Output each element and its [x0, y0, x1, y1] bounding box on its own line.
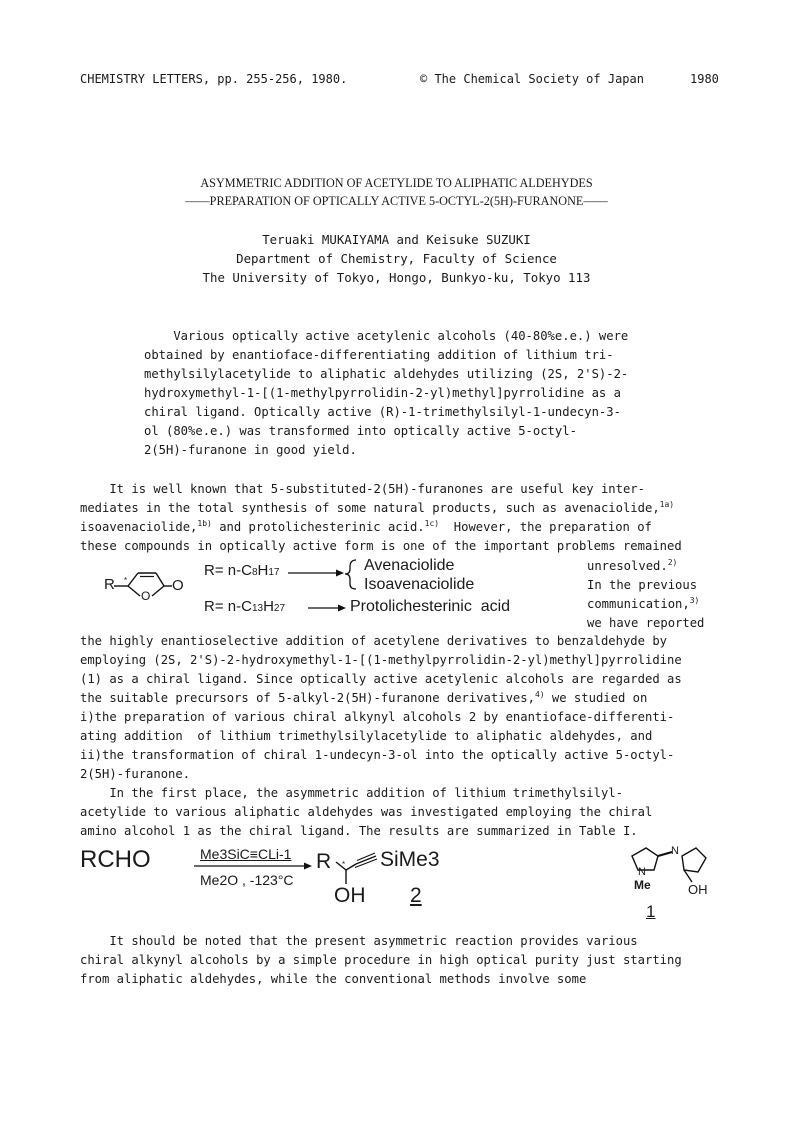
r-definition-c13 [204, 598, 285, 615]
reagent-conditions: Me2O , -123°C [200, 872, 294, 888]
body-text: communication, [587, 597, 690, 611]
body-line: 2(5H)-furanone. [80, 767, 191, 781]
body-text: we studied on [544, 691, 648, 705]
reference-marker: 4) [534, 689, 545, 699]
abstract-line: Various optically active acetylenic alcohols (40-80%e.e.) were [144, 329, 629, 343]
body-line [80, 520, 652, 534]
formula-text: H [257, 562, 269, 579]
reference-marker: 1c) [424, 518, 440, 528]
formula-subscript: 27 [273, 603, 286, 614]
body-line: ii)the transformation of chiral 1-undecyn-3-ol into the optically active 5-octyl- [80, 748, 675, 762]
author-department: Department of Chemistry, Faculty of Science [236, 251, 557, 266]
body-line: It is well known that 5-substituted-2(5H)-furanones are useful key inter- [80, 482, 645, 496]
body-line: ating addition of lithium trimethylsilylacetylide to aliphatic aldehydes, and [80, 729, 653, 743]
formula-text: R= n-C [204, 598, 252, 615]
copyright-notice: © The Chemical Society of Japan [420, 72, 644, 86]
body-text: and protolichesterinic acid. [211, 520, 425, 534]
body-text: the suitable precursors of 5-alkyl-2(5H)-furanone derivatives, [80, 691, 535, 705]
formula-subscript: 8 [251, 567, 258, 578]
scheme-acetylide-addition [80, 842, 720, 930]
abstract-line: hydroxymethyl-1-[(1-methylpyrrolidin-2-yl)methyl]pyrrolidine as a [144, 386, 621, 400]
ligand-methyl: Me [634, 878, 651, 892]
abstract-line: ol (80%e.e.) was transformed into optically active 5-octyl- [144, 424, 577, 438]
author-names: Teruaki MUKAIYAMA and Keisuke SUZUKI [262, 232, 531, 247]
product-avenaciolide: Avenaciolide [364, 557, 455, 574]
product-r-group: R [316, 850, 332, 873]
product-hydroxyl: OH [334, 884, 366, 907]
compound-label-1: 1 [646, 902, 656, 921]
ligand-nitrogen: N [671, 845, 679, 857]
abstract-line: chiral ligand. Optically active (R)-1-trimethylsilyl-1-undecyn-3- [144, 405, 621, 419]
reagent-top: Me3SiC≡CLi-1 [200, 846, 292, 862]
side-line: In the previous [587, 578, 698, 592]
body-line: from aliphatic aldehydes, while the conventional methods involve some [80, 972, 587, 986]
formula-subscript: 17 [268, 567, 280, 578]
reference-marker: 2) [667, 557, 678, 567]
paper-title-line1: ASYMMETRIC ADDITION OF ACETYLIDE TO ALIPHATIC ALDEHYDES [200, 176, 593, 190]
stereocenter-mark: * [124, 576, 128, 585]
scheme-furanone [100, 556, 580, 622]
body-text: However, the preparation of [439, 520, 652, 534]
body-line [80, 691, 647, 705]
body-line: i)the preparation of various chiral alkynyl alcohols 2 by enantioface-differenti- [80, 710, 675, 724]
ligand-hydroxyl: OH [688, 882, 708, 897]
product-isoavenaciolide: Isoavenaciolide [364, 576, 475, 593]
body-line: these compounds in optically active form is one of the important problems remained [80, 539, 682, 553]
journal-citation: CHEMISTRY LETTERS, pp. 255-256, 1980. [80, 72, 348, 86]
carbonyl-oxygen: O [172, 577, 184, 594]
formula-subscript: 13 [251, 603, 264, 614]
stereocenter-mark: * [342, 860, 346, 869]
header-year: 1980 [690, 72, 719, 86]
side-line [587, 559, 677, 573]
paper-title-line2: ——PREPARATION OF OPTICALLY ACTIVE 5-OCTYL-2(5H)-FURANONE—— [185, 194, 608, 208]
compound-label-2: 2 [410, 884, 422, 907]
body-line: employing (2S, 2'S)-2-hydroxymethyl-1-[(1-methylpyrrolidin-2-yl)methyl]pyrrolidine [80, 653, 682, 667]
ligand-nitrogen: N [638, 866, 646, 878]
side-line [587, 597, 699, 611]
body-text: isoavenaciolide, [80, 520, 198, 534]
body-line: It should be noted that the present asymmetric reaction provides various [80, 934, 638, 948]
body-line: In the first place, the asymmetric addition of lithium trimethylsilyl- [80, 786, 623, 800]
body-text: mediates in the total synthesis of some natural products, such as avenaciolide, [80, 501, 660, 515]
body-line: acetylide to various aliphatic aldehydes was investigated employing the chiral [80, 805, 653, 819]
formula-text: R= n-C [204, 562, 252, 579]
body-line: amino alcohol 1 as the chiral ligand. The results are summarized in Table I. [80, 824, 638, 838]
product-protolichesterinic-acid: Protolichesterinic acid [350, 598, 511, 615]
body-line: chiral alkynyl alcohols by a simple procedure in high optical purity just starting [80, 953, 682, 967]
reference-marker: 1b) [197, 518, 212, 528]
reactant-rcho: RCHO [80, 846, 151, 873]
abstract-line: 2(5H)-furanone in good yield. [144, 443, 357, 457]
body-text: unresolved. [587, 559, 668, 573]
side-line: we have reported [587, 616, 705, 630]
formula-text: H [263, 598, 274, 615]
body-line [80, 501, 674, 515]
body-line: the highly enantioselective addition of acetylene derivatives to benzaldehyde by [80, 634, 667, 648]
reference-marker: 3) [689, 595, 700, 605]
reference-marker: 1a) [659, 499, 675, 509]
product-sime3: SiMe3 [380, 848, 440, 871]
body-line: (1) as a chiral ligand. Since optically active acetylenic alcohols are regarded as [80, 672, 682, 686]
r-definition-c8 [204, 562, 279, 579]
r-group-label: R [104, 576, 115, 593]
author-university: The University of Tokyo, Hongo, Bunkyo-ku, Tokyo 113 [202, 270, 591, 285]
abstract-line: obtained by enantioface-differentiating addition of lithium tri- [144, 348, 614, 362]
abstract-line: methylsilylacetylide to aliphatic aldehydes utilizing (2S, 2'S)-2- [144, 367, 629, 381]
ring-oxygen: O [141, 589, 151, 603]
